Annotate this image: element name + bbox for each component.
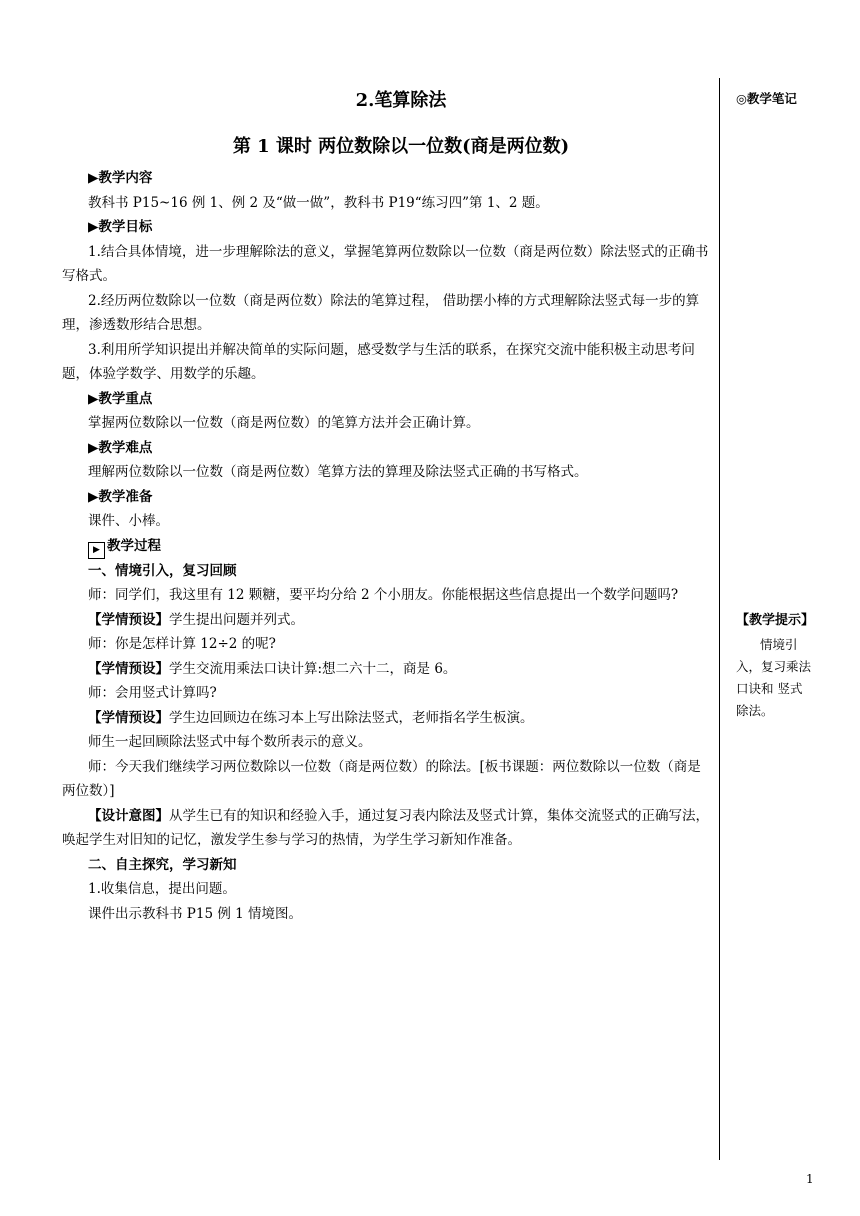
difficulties-heading: ▶教学难点 (88, 439, 153, 456)
design-intent-label: 【设计意图】 (88, 807, 169, 824)
prediction-text: 学生边回顾边在练习本上写出除法竖式，老师指名学生板演。 (169, 709, 534, 726)
prediction-label: 【学情预设】 (88, 611, 169, 628)
step-one: 1.收集信息，提出问题。 (88, 881, 236, 897)
teaching-notes-label: ◎教学笔记 (736, 91, 797, 106)
teacher-line-5: 师：今天我们继续学习两位数除以一位数（商是两位数）的除法。[板书课题：两位数除以一位数（商是两位数）] (62, 758, 701, 799)
goal-1: 1.结合具体情境，进一步理解除法的意义，掌握笔算两位数除以一位数（商是两位数）除法竖式的正确书写格式。 (62, 243, 709, 284)
main-column (62, 86, 714, 926)
teacher-line-3: 师：会用竖式计算吗? (88, 685, 217, 701)
prediction-label: 【学情预设】 (88, 660, 169, 677)
page-number: 1 (806, 1172, 814, 1186)
teacher-line-2: 师：你是怎样计算 12÷2 的呢? (88, 636, 276, 652)
part-two-heading: 二、自主探究，学习新知 (88, 856, 237, 873)
play-icon: ▶ (88, 542, 105, 559)
content-heading: ▶教学内容 (88, 170, 153, 186)
preparation-text: 课件、小棒。 (88, 513, 169, 529)
teacher-line-4: 师生一起回顾除法竖式中每个数所表示的意义。 (88, 734, 372, 750)
prediction-text: 学生提出问题并列式。 (169, 611, 304, 628)
teaching-tip-text: 情境引入，复习乘法口诀和 竖式除法。 (736, 637, 812, 718)
prediction-label: 【学情预设】 (88, 709, 169, 726)
design-intent-text: 从学生已有的知识和经验入手，通过复习表内除法及竖式计算，集体交流竖式的正确写法，唤起学生对旧知的记忆，激发学生参与学习的热情，为学生学习新知作准备。 (62, 807, 709, 848)
process-heading-label: 教学过程 (107, 537, 161, 554)
preparation-heading: ▶教学准备 (88, 488, 153, 505)
design-intent (62, 804, 714, 853)
goal-2: 2.经历两位数除以一位数（商是两位数）除法的笔算过程， 借助摆小棒的方式理解除法竖式每一步的算理，渗透数形结合思想。 (62, 292, 700, 333)
lesson-title: 第 1 课时 两位数除以一位数(商是两位数) (232, 136, 570, 157)
key-points-heading: ▶教学重点 (88, 390, 153, 407)
section-title: 2.笔算除法 (355, 90, 447, 111)
goal-3: 3.利用所学知识提出并解决简单的实际问题，感受数学与生活的联系，在探究交流中能积极主动思考问题，体验学数学、用数学的乐趣。 (62, 341, 695, 382)
process-heading (88, 534, 714, 559)
teaching-tip-title: 【教学提示】 (736, 613, 815, 628)
student-prediction-2 (88, 657, 714, 682)
column-divider (719, 78, 720, 1160)
key-points-text: 掌握两位数除以一位数（商是两位数）的笔算方法并会正确计算。 (88, 415, 480, 431)
step-one-text: 课件出示教科书 P15 例 1 情境图。 (88, 905, 303, 922)
student-prediction-3 (88, 706, 714, 731)
teacher-line-1: 师：同学们，我这里有 12 颗糖，要平均分给 2 个小朋友。你能根据这些信息提出一个数学问题吗? (88, 587, 679, 603)
prediction-text: 学生交流用乘法口诀计算:想二六十二，商是 6。 (169, 660, 457, 677)
content-text: 教科书 P15~16 例 1、例 2 及“做一做”，教科书 P19“练习四”第 1、2 题。 (88, 194, 549, 211)
difficulties-text: 理解两位数除以一位数（商是两位数）笔算方法的算理及除法竖式正确的书写格式。 (88, 464, 588, 480)
student-prediction-1 (88, 608, 714, 633)
goals-heading: ▶教学目标 (88, 219, 153, 235)
part-one-heading: 一、情境引入，复习回顾 (88, 562, 237, 579)
